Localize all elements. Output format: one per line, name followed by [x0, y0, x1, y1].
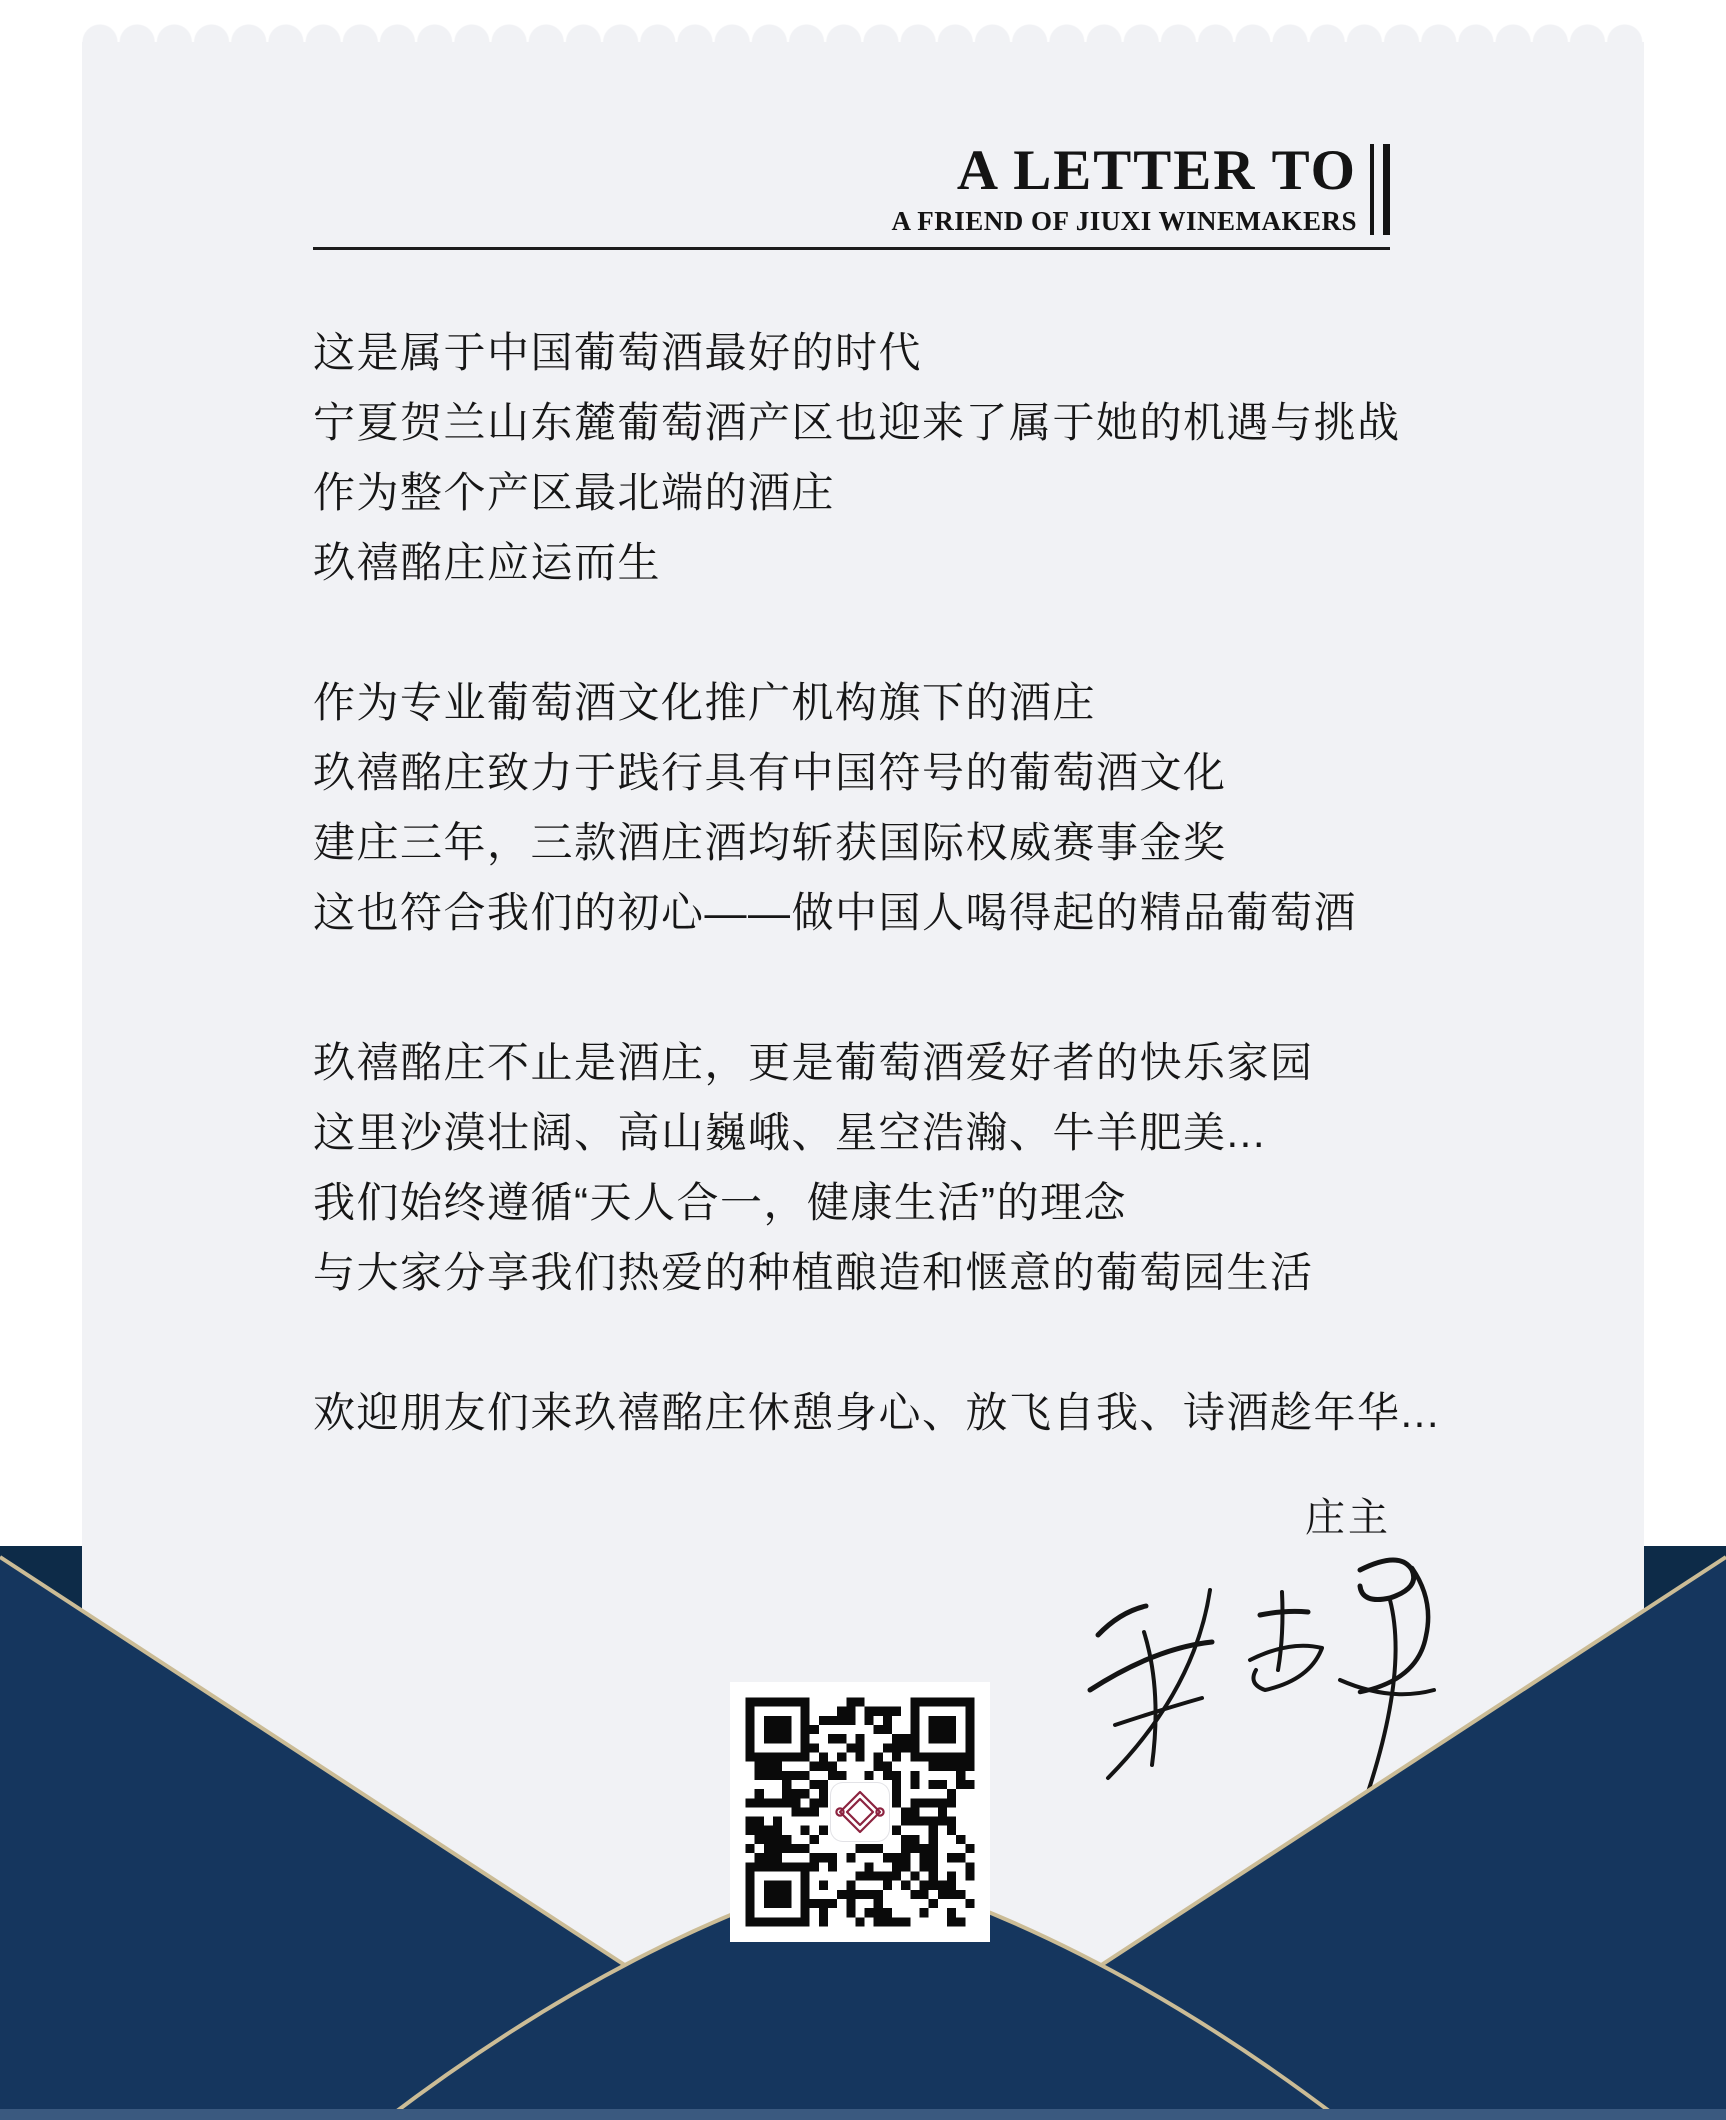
signer-title: 庄主	[1305, 1496, 1391, 1540]
paragraph-line: 玖禧酩庄致力于践行具有中国符号的葡萄酒文化	[313, 749, 1227, 796]
paragraph-line: 这也符合我们的初心——做中国人喝得起的精品葡萄酒	[313, 889, 1358, 936]
paragraph-line: 玖禧酩庄应运而生	[313, 539, 662, 586]
header-title: A LETTER TO	[956, 139, 1357, 202]
paragraph-line: 欢迎朋友们来玖禧酩庄休憩身心、放飞自我、诗酒趁年华...	[313, 1389, 1441, 1436]
paragraph-line: 与大家分享我们热爱的种植酿造和惬意的葡萄园生活	[313, 1249, 1314, 1296]
paragraph-line: 这是属于中国葡萄酒最好的时代	[313, 329, 923, 376]
winery-diamond-logo	[831, 1783, 889, 1841]
wechat-qr-code	[730, 1682, 990, 1942]
paragraph-line: 这里沙漠壮阔、高山巍峨、星空浩瀚、牛羊肥美...	[313, 1109, 1267, 1156]
paragraph-line: 玖禧酩庄不止是酒庄，更是葡萄酒爱好者的快乐家园	[313, 1039, 1314, 1086]
paragraph-line: 建庄三年，三款酒庄酒均斩获国际权威赛事金奖	[313, 819, 1227, 866]
paragraph-line: 宁夏贺兰山东麓葡萄酒产区也迎来了属于她的机遇与挑战	[313, 399, 1401, 446]
paragraph-line: 作为整个产区最北端的酒庄	[313, 469, 836, 516]
header-subtitle: A FRIEND OF JIUXI WINEMAKERS	[891, 206, 1357, 237]
paragraph-line: 作为专业葡萄酒文化推广机构旗下的酒庄	[313, 679, 1097, 726]
paragraph-line: 我们始终遵循“天人合一，健康生活”的理念	[313, 1179, 1127, 1226]
envelope-bottom-edge	[0, 2109, 1726, 2120]
